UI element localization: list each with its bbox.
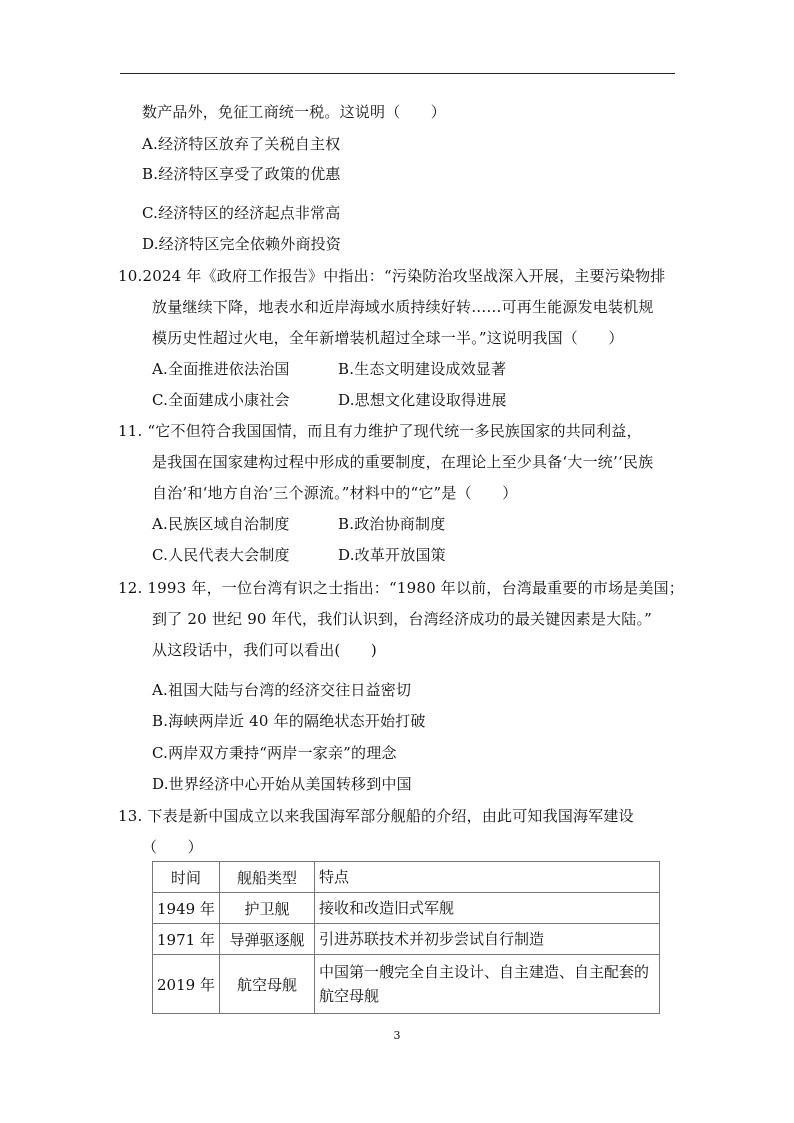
- q9-option-c: C.经济特区的经济起点非常高: [142, 204, 341, 222]
- table-cell-line: 中国第一艘完全自主设计、自主建造、自主配套的: [318, 963, 649, 981]
- table-cell: 1949 年: [153, 893, 220, 924]
- q12-option-b: B.海峡两岸近 40 年的隔绝状态开始打破: [152, 712, 426, 730]
- table-header-cell: 舰船类型: [219, 862, 314, 893]
- q11-option-a: A.民族区域自治制度: [152, 515, 290, 533]
- q12-line-3: 从这段话中，我们可以看出( ): [152, 641, 377, 659]
- header-rule: [120, 73, 675, 74]
- q11-option-d: D.改革开放国策: [338, 546, 446, 564]
- q9-option-d: D.经济特区完全依赖外商投资: [142, 235, 342, 253]
- table-row: [153, 893, 660, 924]
- q11-line-3: 自治’和‘地方自治’三个源流。”材料中的“它”是（ ）: [152, 484, 518, 502]
- q10-option-c: C.全面建成小康社会: [152, 391, 290, 409]
- table-cell: 护卫舰: [219, 893, 314, 924]
- q12-option-a: A.祖国大陆与台湾的经济交往日益密切: [152, 681, 412, 699]
- q12-line-2: 到了 20 世纪 90 年代，我们认识到，台湾经济成功的最关键因素是大陆。”: [152, 610, 653, 628]
- q11-line-1: 11. “它不但符合我国国情，而且有力维护了现代统一多民族国家的共同利益，: [118, 422, 642, 440]
- q10-option-b: B.生态文明建设成效显著: [338, 360, 507, 378]
- table-cell: 接收和改造旧式军舰: [314, 893, 659, 924]
- q12-option-c: C.两岸双方秉持“两岸一家亲”的理念: [152, 744, 397, 762]
- q12-line-1: 12. 1993 年，一位台湾有识之士指出：“1980 年以前，台湾最重要的市场是美国；: [118, 579, 684, 597]
- q11-option-b: B.政治协商制度: [338, 515, 446, 533]
- q11-option-c: C.人民代表大会制度: [152, 546, 290, 564]
- q13-line-1: 13. 下表是新中国成立以来我国海军部分舰船的介绍，由此可知我国海军建设: [118, 807, 634, 825]
- table-row: [153, 924, 660, 955]
- navy-ships-table: [152, 861, 660, 1014]
- table-header-cell: 时间: [153, 862, 220, 893]
- table-row: [153, 955, 660, 1014]
- q10-line-3: 模历史性超过火电，全年新增装机超过全球一半。”这说明我国（ ）: [152, 329, 624, 347]
- q10-line-1: 10.2024 年《政府工作报告》中指出：“污染防治攻坚战深入开展，主要污染物排: [118, 267, 666, 285]
- table-cell: 1971 年: [153, 924, 220, 955]
- table-cell: 引进苏联技术并初步尝试自行制造: [314, 924, 659, 955]
- q10-option-a: A.全面推进依法治国: [152, 360, 290, 378]
- table-header-cell: 特点: [314, 862, 659, 893]
- table-cell: 航空母舰: [219, 955, 314, 1014]
- q9-option-b: B.经济特区享受了政策的优惠: [142, 165, 341, 183]
- q9-stem-end: 数产品外，免征工商统一税。这说明（ ）: [142, 103, 447, 121]
- q10-option-d: D.思想文化建设取得进展: [338, 391, 507, 409]
- table-cell-multiline: [314, 955, 659, 1014]
- table-header-row: [153, 862, 660, 893]
- page-number: 3: [393, 1029, 401, 1042]
- table-cell: 2019 年: [153, 955, 220, 1014]
- table-cell-line: 航空母舰: [318, 987, 379, 1005]
- q13-line-2: （ ）: [142, 838, 203, 856]
- q12-option-d: D.世界经济中心开始从美国转移到中国: [152, 775, 412, 793]
- q9-option-a: A.经济特区放弃了关税自主权: [142, 135, 341, 153]
- table-cell: 导弹驱逐舰: [219, 924, 314, 955]
- q11-line-2: 是我国在国家建构过程中形成的重要制度，在理论上至少具备‘大一统’‘民族: [152, 453, 654, 471]
- q10-line-2: 放量继续下降，地表水和近岸海域水质持续好转……可再生能源发电装机规: [152, 298, 654, 316]
